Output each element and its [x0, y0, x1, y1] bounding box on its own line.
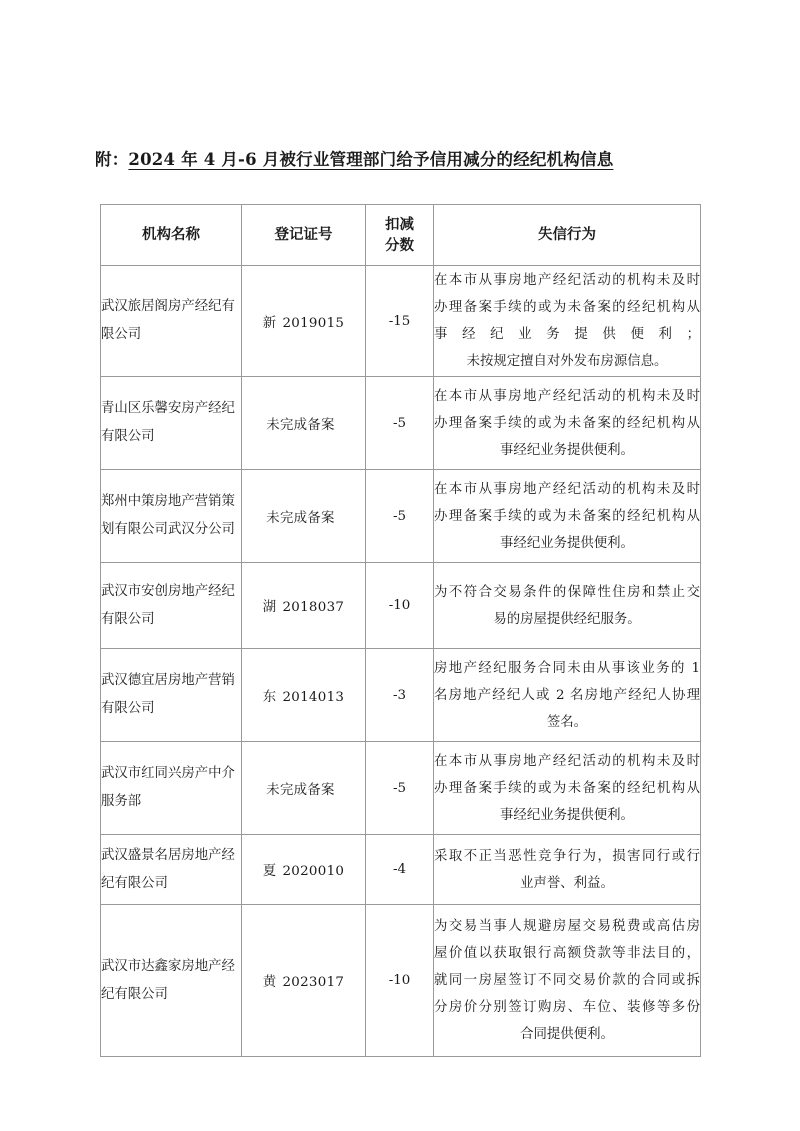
behavior-line: 易的房屋提供经纪服务。: [493, 611, 641, 627]
cell-agency-name: 郑州中策房地产营销策划有限公司武汉分公司: [101, 470, 242, 563]
behavior-line: 在本市从事房地产经纪活动的机构未及时: [434, 388, 700, 404]
registration-prefix: 未完成备案: [266, 782, 335, 798]
cell-agency-name: 武汉盛景名居房地产经纪有限公司: [101, 835, 242, 905]
cell-registration-number: [242, 905, 366, 1057]
behavior-line: 在本市从事房地产经纪活动的机构未及时: [434, 481, 700, 497]
table-header-row: [101, 205, 701, 266]
behavior-line: 办理备案手续的或为未备案的经纪机构从: [434, 780, 700, 796]
behavior-line: 合同提供便利。: [520, 1027, 614, 1042]
behavior-line: 办理备案手续的或为未备案的经纪机构从: [434, 508, 700, 524]
page-title: [95, 147, 613, 173]
behavior-line: 事经纪业务提供便利。: [500, 442, 634, 458]
cell-dishonest-behavior: [434, 649, 701, 742]
cell-agency-name: 武汉市红同兴房产中介服务部: [101, 742, 242, 835]
table-row: [101, 835, 701, 905]
registration-prefix: 未完成备案: [266, 510, 335, 526]
header-registration-number: 登记证号: [242, 205, 366, 266]
cell-deduction-score: -5: [366, 742, 434, 835]
registration-digits: 2014013: [282, 689, 345, 705]
cell-agency-name: 武汉德宜居房地产营销有限公司: [101, 649, 242, 742]
credit-deduction-table: [100, 204, 701, 1057]
behavior-line: 事经纪业务提供便利。: [500, 807, 634, 823]
behavior-line: 为交易当事人规避房屋交易税费或高估房: [434, 919, 700, 934]
registration-digits: 2019015: [282, 315, 345, 331]
cell-agency-name: 武汉旅居阁房产经纪有限公司: [101, 266, 242, 377]
title-main: 2024 年 4 月-6 月被行业管理部门给予信用减分的经纪机构信息: [128, 150, 614, 169]
cell-deduction-score: -3: [366, 649, 434, 742]
behavior-line: 为不符合交易条件的保障性住房和禁止交: [434, 584, 700, 600]
header-deduction-score: [366, 205, 434, 266]
header-agency-name: 机构名称: [101, 205, 242, 266]
registration-prefix: 未完成备案: [266, 417, 335, 433]
cell-agency-name: 武汉市达鑫家房地产经纪有限公司: [101, 905, 242, 1057]
cell-registration-number: [242, 835, 366, 905]
behavior-line: 业声誉、利益。: [520, 875, 614, 891]
behavior-line: 事经纪业务提供便利。: [500, 535, 634, 551]
header-deduction-score-line2: 分数: [385, 237, 414, 254]
table-row: [101, 649, 701, 742]
cell-dishonest-behavior: [434, 266, 701, 377]
cell-registration-number: [242, 563, 366, 649]
cell-agency-name: 武汉市安创房地产经纪有限公司: [101, 563, 242, 649]
cell-dishonest-behavior: [434, 563, 701, 649]
cell-dishonest-behavior: [434, 470, 701, 563]
cell-deduction-score: -4: [366, 835, 434, 905]
behavior-line: 屋价值以获取银行高额贷款等非法目的，: [434, 946, 700, 961]
cell-registration-number: [242, 266, 366, 377]
header-deduction-score-line1: 扣减: [385, 216, 414, 233]
registration-digits: 2018037: [282, 600, 345, 615]
registration-digits: 2020010: [282, 864, 345, 879]
cell-agency-name: 青山区乐馨安房产经纪有限公司: [101, 377, 242, 470]
table-row: [101, 563, 701, 649]
cell-deduction-score: -10: [366, 563, 434, 649]
behavior-line: 未按规定擅自对外发布房源信息。: [466, 354, 668, 369]
cell-dishonest-behavior: [434, 905, 701, 1057]
behavior-line: 分房价分别签订购房、车位、装修等多份: [434, 1000, 700, 1015]
behavior-line: 名房地产经纪人或 2 名房地产经纪人协理: [434, 687, 700, 703]
table-row: [101, 266, 701, 377]
cell-dishonest-behavior: [434, 742, 701, 835]
table-row: [101, 377, 701, 470]
registration-digits: 2023017: [282, 975, 345, 990]
cell-registration-number: [242, 377, 366, 470]
behavior-line: 就同一房屋签订不同交易价款的合同或拆: [434, 973, 700, 988]
behavior-line: 签名。: [546, 714, 588, 730]
cell-dishonest-behavior: [434, 835, 701, 905]
behavior-line: 房地产经纪服务合同未由从事该业务的 1: [434, 660, 700, 676]
registration-prefix: 黄: [262, 975, 277, 990]
table-row: [101, 742, 701, 835]
behavior-line: 采取不正当恶性竞争行为，损害同行或行: [434, 848, 700, 864]
behavior-line: 办理备案手续的或为未备案的经纪机构从: [434, 300, 700, 315]
cell-deduction-score: -15: [366, 266, 434, 377]
cell-deduction-score: -5: [366, 470, 434, 563]
cell-registration-number: [242, 742, 366, 835]
cell-dishonest-behavior: [434, 377, 701, 470]
registration-prefix: 东: [262, 689, 277, 705]
behavior-line: 在本市从事房地产经纪活动的机构未及时: [434, 273, 700, 288]
registration-prefix: 新: [262, 315, 277, 331]
behavior-line: 办理备案手续的或为未备案的经纪机构从: [434, 415, 700, 431]
header-dishonest-behavior: 失信行为: [434, 205, 701, 266]
cell-deduction-score: -5: [366, 377, 434, 470]
title-prefix: 附：: [95, 150, 129, 169]
table-row: [101, 470, 701, 563]
behavior-line: 事经纪业务提供便利；: [434, 327, 700, 342]
table-row: [101, 905, 701, 1057]
registration-prefix: 夏: [262, 864, 277, 879]
cell-registration-number: [242, 470, 366, 563]
cell-deduction-score: -10: [366, 905, 434, 1057]
cell-registration-number: [242, 649, 366, 742]
behavior-line: 在本市从事房地产经纪活动的机构未及时: [434, 753, 700, 769]
registration-prefix: 湖: [262, 600, 277, 615]
